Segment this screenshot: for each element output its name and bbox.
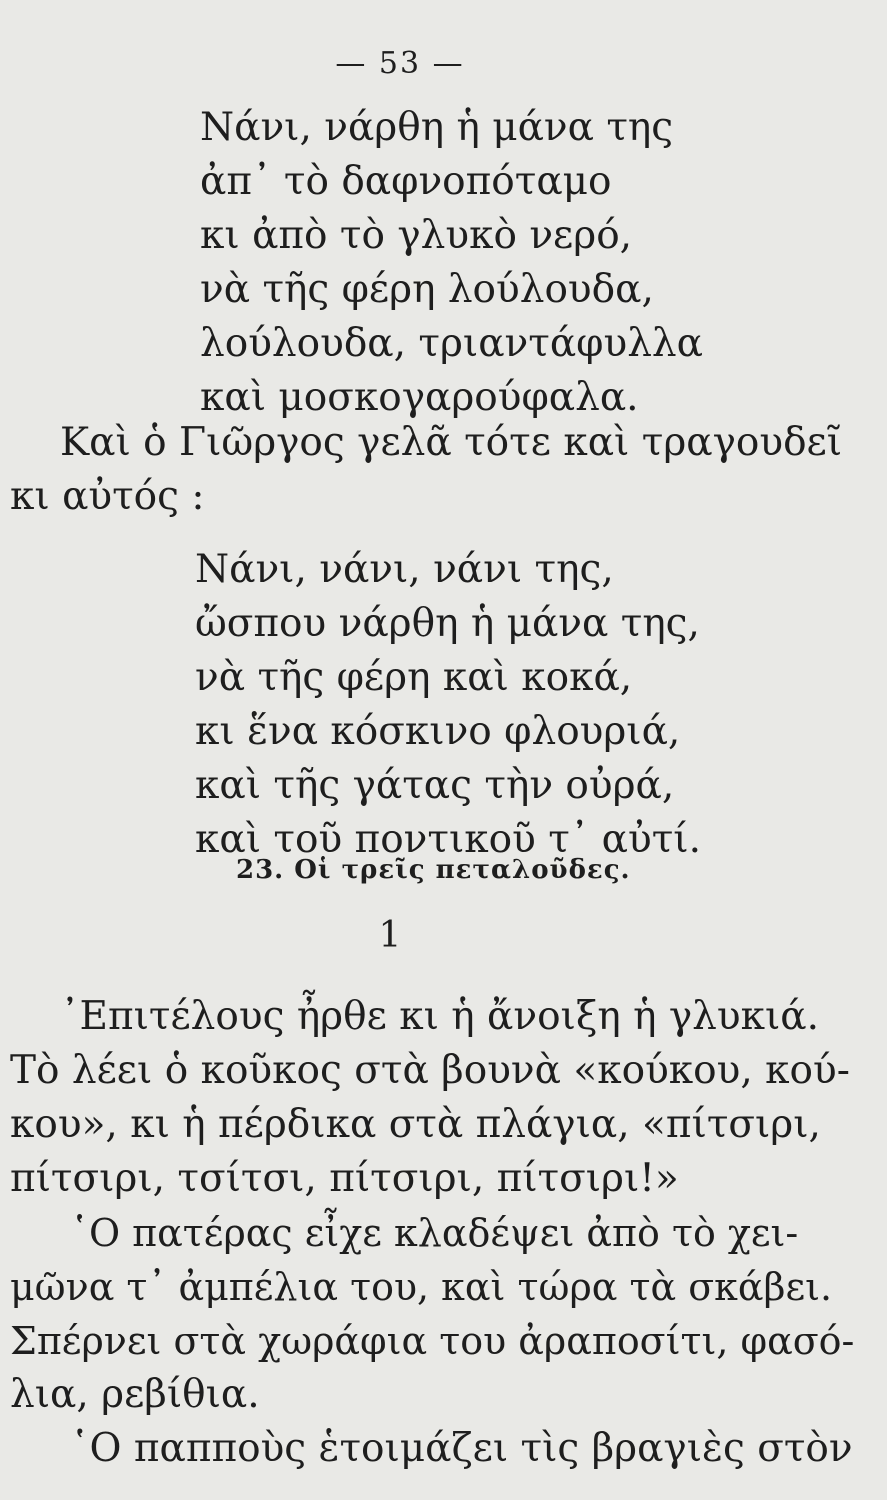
story-paragraph-3 bbox=[10, 1422, 853, 1476]
prose-line: ᾽Επιτέλους ἦρθε κι ἡ ἄνοιξη ἡ γλυκιά. bbox=[60, 994, 819, 1039]
prose-line: Τὸ λέει ὁ κοῦκος στὰ βουνὰ «κούκου, κού- bbox=[10, 1048, 850, 1093]
prose-line: ῾Ο παπποὺς ἑτοιμάζει τὶς βραγιὲς στὸν bbox=[70, 1426, 853, 1471]
verse-line: λούλουδα, τριαντάφυλλα bbox=[200, 321, 703, 366]
lullaby-stanza-1 bbox=[200, 101, 703, 425]
verse-line: κι ἀπὸ τὸ γλυκὸ νερό, bbox=[200, 213, 633, 258]
verse-line: ὤσπου νάρθη ἡ μάνα της, bbox=[195, 601, 700, 646]
section-number: 1 bbox=[378, 915, 402, 956]
verse-line: Νάνι, νάρθη ἡ μάνα της bbox=[200, 105, 674, 150]
prose-line: Καὶ ὁ Γιῶργος γελᾶ τότε καὶ τραγουδεῖ bbox=[60, 420, 843, 465]
prose-line: Σπέρνει στὰ χωράφια του ἀραποσίτι, φασό- bbox=[10, 1319, 855, 1363]
chapter-heading: 23. Οἱ τρεῖς πεταλοῦδες. bbox=[236, 855, 631, 885]
verse-line: ἀπ᾽ τὸ δαφνοπόταμο bbox=[200, 159, 612, 204]
verse-line: καὶ μοσκογαρούφαλα. bbox=[200, 375, 639, 420]
page-number: — 53 — bbox=[335, 46, 465, 81]
verse-line: καὶ τοῦ ποντικοῦ τ᾽ αὐτί. bbox=[195, 817, 701, 862]
prose-line: πίτσιρι, τσίτσι, πίτσιρι, πίτσιρι!» bbox=[10, 1156, 679, 1201]
story-paragraph-1 bbox=[10, 990, 850, 1206]
prose-line: λια, ρεβίθια. bbox=[10, 1372, 260, 1417]
verse-line: καὶ τῆς γάτας τὴν οὐρά, bbox=[195, 763, 675, 808]
prose-line: κι αὐτός : bbox=[10, 474, 205, 519]
prose-line: κου», κι ἡ πέρδικα στὰ πλάγια, «πίτσιρι, bbox=[10, 1102, 821, 1147]
verse-line: νὰ τῆς φέρη λούλουδα, bbox=[200, 267, 654, 312]
narration-paragraph bbox=[0, 416, 842, 524]
story-paragraph-2 bbox=[10, 1206, 854, 1422]
verse-line: Νάνι, νάνι, νάνι της, bbox=[195, 547, 614, 592]
verse-line: κι ἕνα κόσκινο φλουριά, bbox=[195, 709, 681, 754]
prose-line: μῶνα τ᾽ ἀμπέλια του, καὶ τώρα τὰ σκάβει. bbox=[10, 1265, 833, 1309]
lullaby-stanza-2 bbox=[195, 543, 701, 867]
verse-line: νὰ τῆς φέρη καὶ κοκά, bbox=[195, 655, 633, 700]
prose-line: ῾Ο πατέρας εἶχε κλαδέψει ἀπὸ τὸ χει- bbox=[70, 1211, 799, 1255]
